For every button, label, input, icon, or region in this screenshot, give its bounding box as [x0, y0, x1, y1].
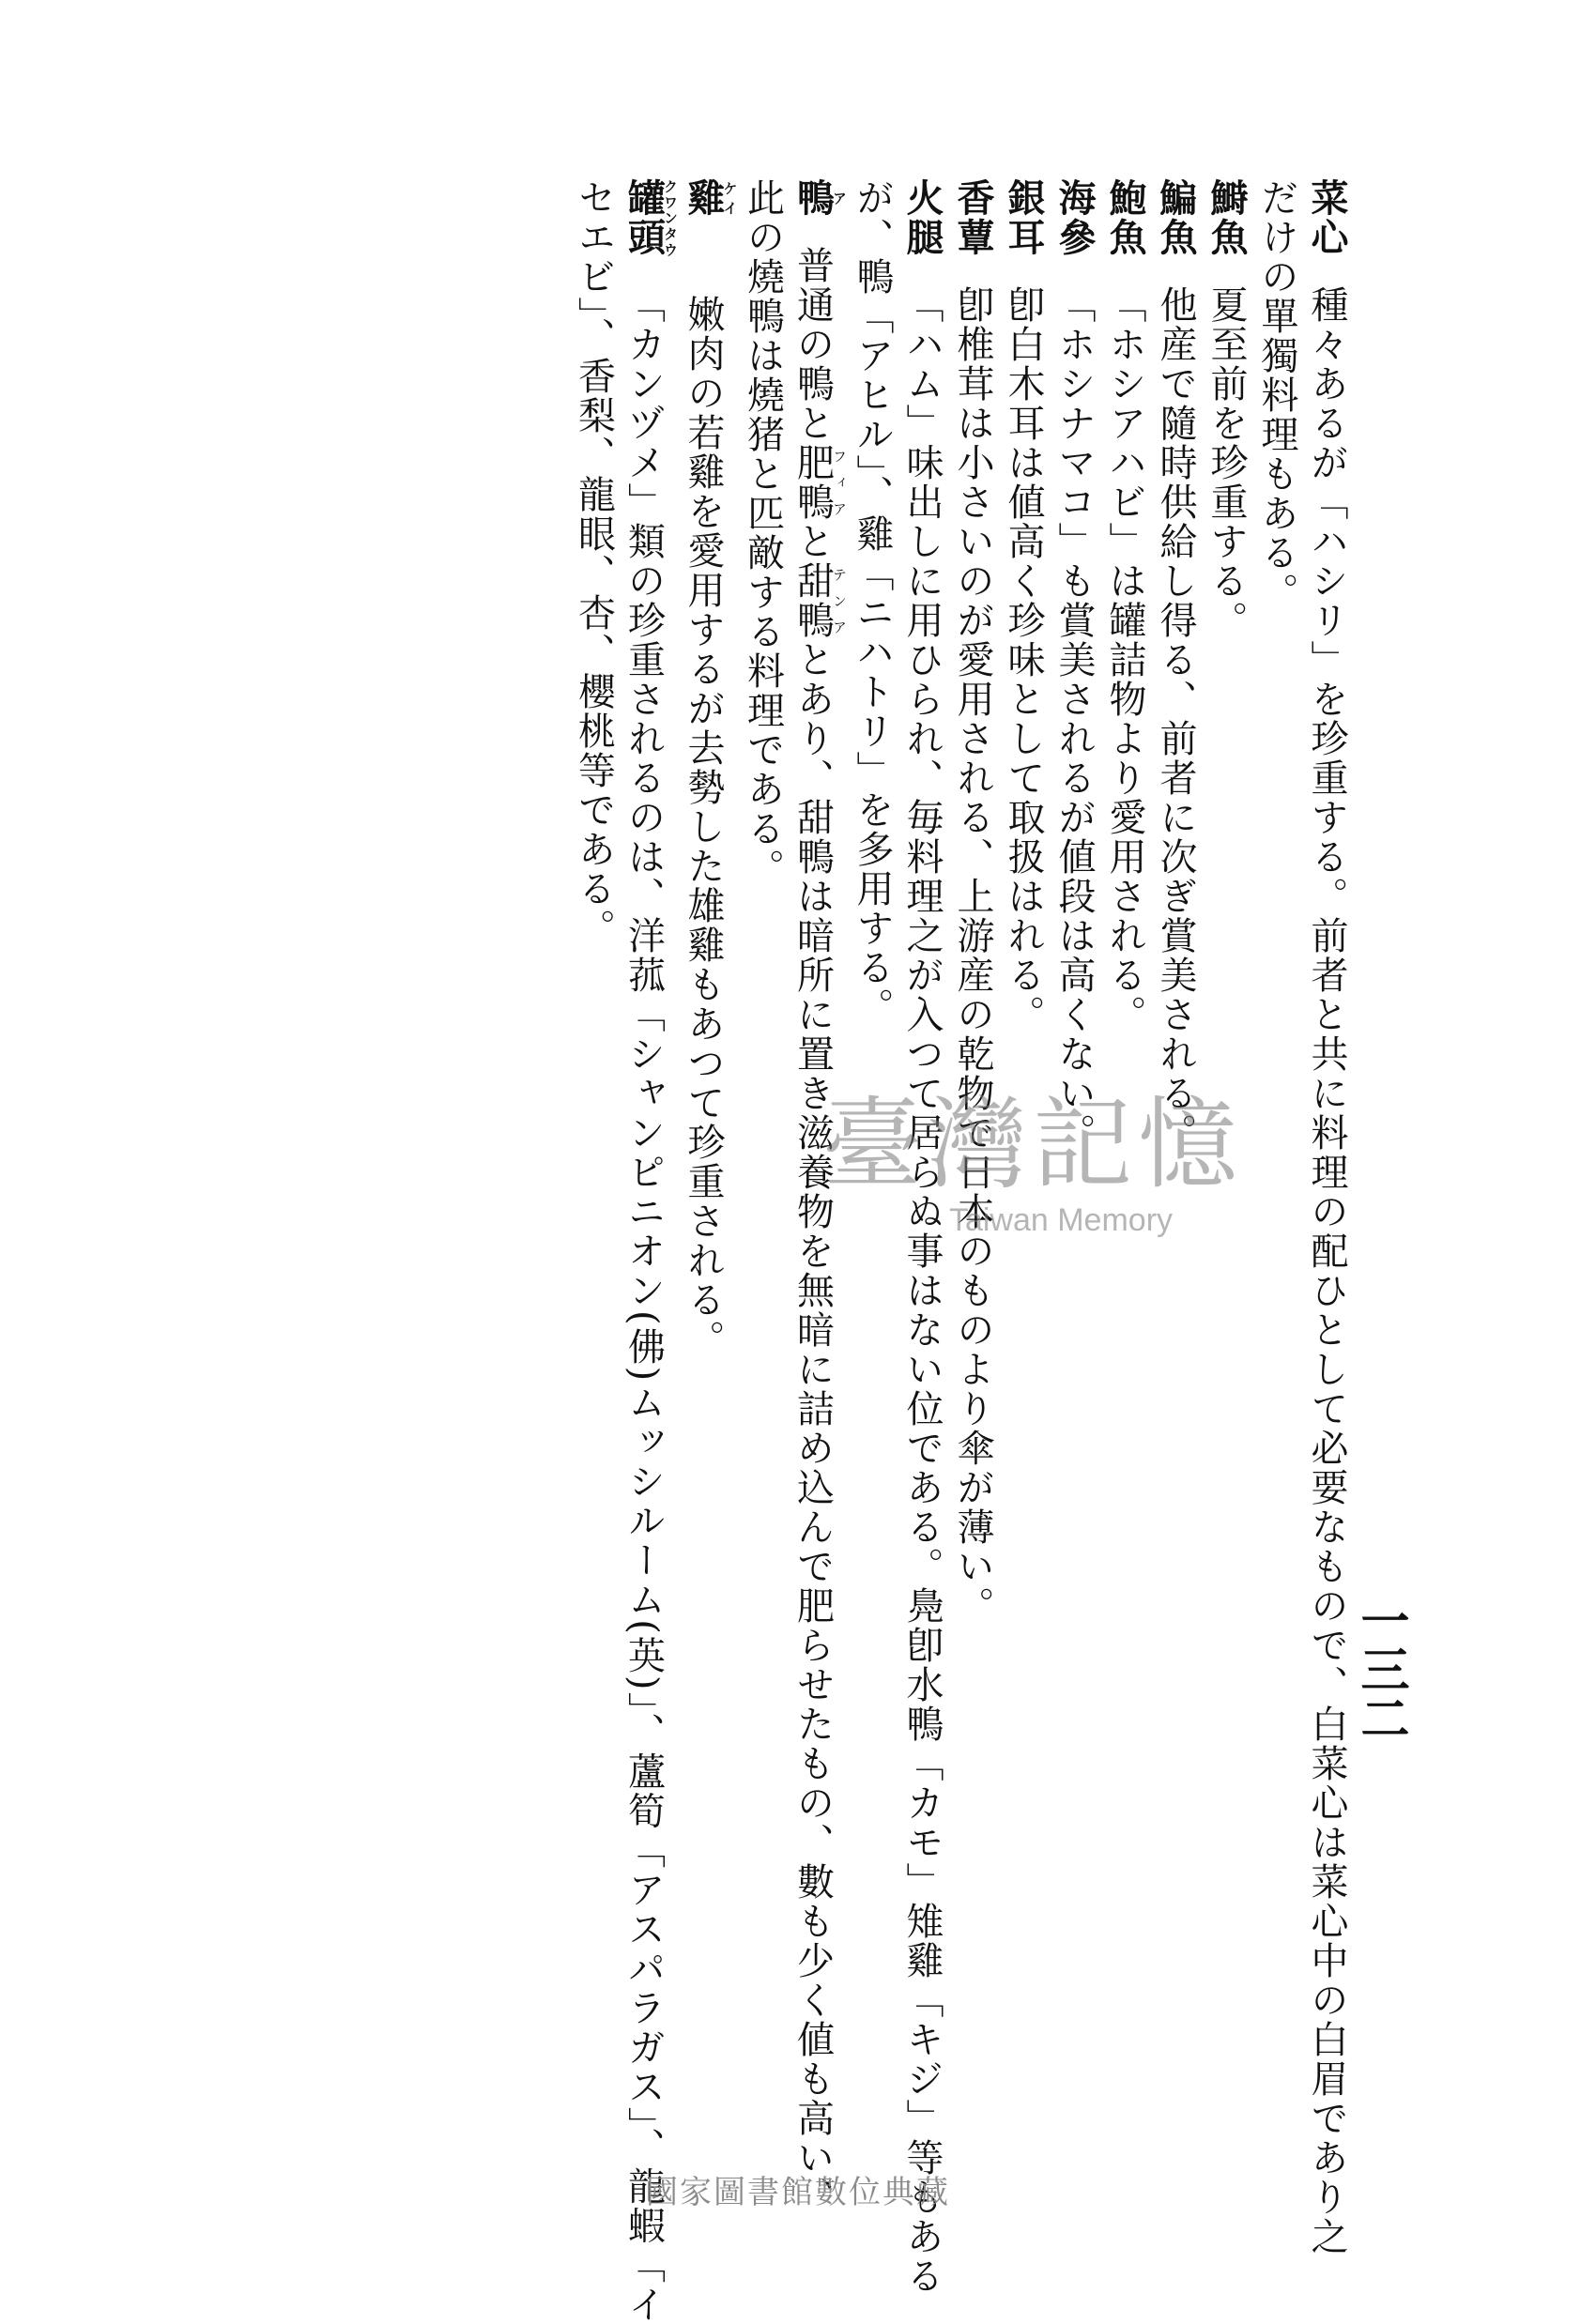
- entry-yiner: [998, 178, 1049, 2046]
- entry-text: 「ホシナマコ」も賞美されるが値段は高くない。: [1052, 285, 1096, 1153]
- entry-text: と: [790, 522, 835, 561]
- entry-term: 鮑魚: [1103, 178, 1147, 257]
- ruby-reading: テンア: [831, 561, 848, 640]
- entry-term: 銀耳: [1002, 178, 1046, 257]
- entry-term: 雞ケイ: [682, 178, 739, 218]
- entry-haishen: [1049, 178, 1099, 2046]
- entry-text: 普通の鴨と: [790, 246, 835, 443]
- ruby-reading: ケイ: [721, 178, 739, 218]
- entry-text: 夏至前を珍重する。: [1205, 285, 1248, 640]
- entry-term: 鰣魚: [1205, 178, 1249, 257]
- entry-text: 卽椎茸は小さいのが愛用される、上游産の乾物で日本のものより傘が薄い。: [951, 285, 994, 1626]
- entry-term: 罐頭クワンタウ: [622, 178, 679, 257]
- entry-text: 嫩肉の若雞を愛用するが去勢した雄雞もあつて珍重される。: [682, 295, 725, 1359]
- entry-shiyu: [1201, 178, 1251, 2046]
- entry-bianyu: [1150, 178, 1201, 2046]
- watermark-cn: 臺灣記憶: [822, 1087, 1243, 1202]
- watermark-en: Taiwan Memory: [948, 1202, 1174, 1238]
- entry-guantou-line1: [619, 178, 679, 2324]
- entry-text: とあり、甜鴨は暗所に置き滋養物を無暗に詰め込んで肥らせたもの、數も少く値も高い、: [790, 640, 835, 2217]
- entry-term: 海參: [1052, 178, 1097, 257]
- ruby-word: 肥鴨フィア: [790, 443, 848, 522]
- entry-ya-line2: 此の燒鴨は燒猪と匹敵する料理である。: [741, 178, 785, 888]
- entry-caixin-line1: [1301, 178, 1352, 2256]
- entry-term: 鯿魚: [1154, 178, 1198, 257]
- entry-text: 「ハム」味出しに用ひられ、毎料理之が入つて居らぬ事はない位である。鳧卽水鴨「カモ」雉雞「キジ」等もある: [900, 285, 944, 2296]
- entry-text: 「ホシアハビ」は罐詰物より愛用される。: [1103, 285, 1146, 1034]
- ruby-reading: クワンタウ: [662, 178, 679, 257]
- entry-ya-line1: [788, 178, 848, 2217]
- ruby-reading: フィア: [831, 443, 848, 522]
- ruby-word: 甜鴨テンア: [790, 561, 848, 640]
- entry-text: 種々あるが「ハシリ」を珍重する。前者と共に料理の配ひとして必要なもので、白菜心は菜心中の白眉であり之: [1305, 285, 1348, 2256]
- entry-text: 卽白木耳は値高く珍味として取扱はれる。: [1002, 285, 1045, 1034]
- footer-credit: 國家圖書館數位典藏: [646, 2174, 950, 2211]
- entry-term: 菜心: [1305, 178, 1349, 257]
- entry-guantou-line2: セエビ」、香梨、龍眼、杏、櫻桃等である。: [572, 178, 616, 948]
- entry-baoyu: [1099, 178, 1150, 2046]
- entry-term: 香蕈: [951, 178, 995, 257]
- entry-term: 鴨ア: [790, 178, 848, 218]
- entry-caixin-line2: だけの單獨料理もある。: [1255, 178, 1298, 612]
- page-number: 一三二: [1352, 1596, 1409, 1742]
- entry-text: 「カンヅメ」類の珍重されるのは、洋菰「シャンピニオン(佛)ムッシルーム(英)」、蘆筍「アスパラガス」、龍蝦「イ: [622, 285, 666, 2324]
- entry-huotui-line2: が、鴨「アヒル」、雞「ニハトリ」を多用する。: [851, 178, 894, 1027]
- entry-xiangxun: [947, 178, 998, 2046]
- entry-text: 他産で隨時供給し得る、前者に次ぎ賞美される。: [1154, 285, 1197, 1153]
- entry-ji: [678, 178, 738, 2046]
- entry-term: 火腿: [900, 178, 944, 257]
- entry-huotui-line1: [897, 178, 947, 2296]
- ruby-reading: ア: [831, 178, 848, 218]
